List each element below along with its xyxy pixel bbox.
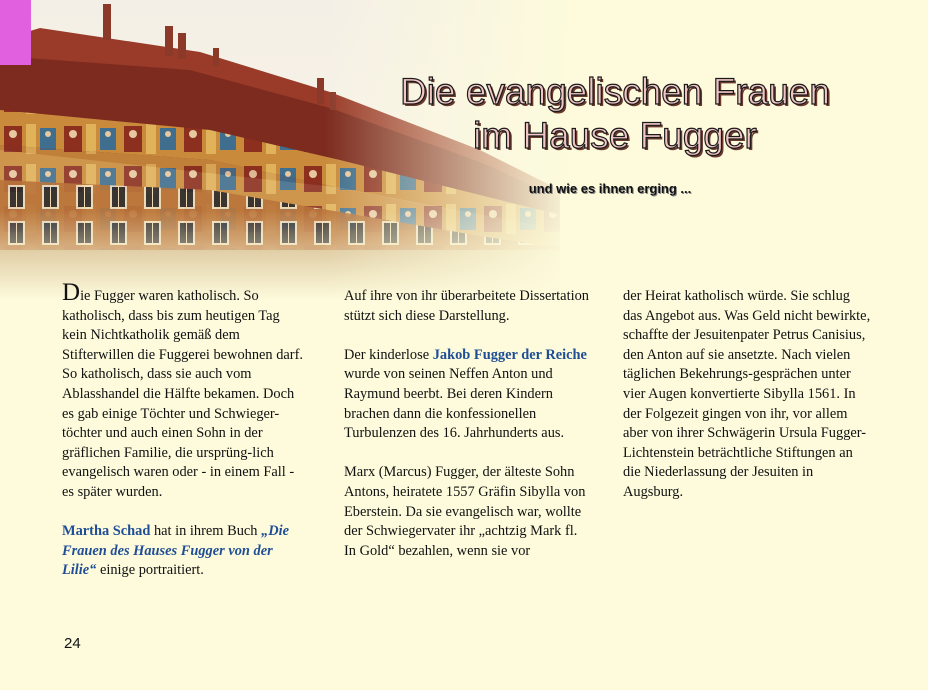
- corner-tab: [0, 0, 31, 65]
- paragraph: [344, 346, 590, 444]
- title-line-2: im Hause Fugger: [473, 115, 757, 156]
- text-column-1: [62, 279, 306, 601]
- paragraph: [62, 279, 306, 503]
- text-column-2: [344, 287, 590, 581]
- page-subtitle: und wie es ihnen erging ...: [528, 181, 692, 196]
- paragraph: Auf ihre von ihr überarbeitete Dissertation stützt sich diese Darstellung.: [344, 288, 589, 324]
- paragraph-text: wurde von seinen Neffen Anton und Raymund beerbt. Bei deren Kindern brachen dann die konfessionellen Turbulenzen des 16. Jahrhunderts aus.: [344, 366, 565, 442]
- paragraph-text: ie Fugger waren katholisch. So katholisch, dass bis zum heutigen Tag kein Nichtkatholik gemäß dem Stifterwillen die Fuggerei bewohnen darf. So katholisch, dass sie auch vom Ablasshandel die Hälfte bekamen. Doch es gab einige Töchter und Schwieger-töchter und auch einen Sohn in der gräflichen Familie, die ursprüng-lich evangelisch waren oder - in einem Fall - es später wurden.: [62, 288, 303, 500]
- book-title: „Die Frauen des Hauses Fugger von der Lilie“: [62, 523, 290, 579]
- paragraph: Marx (Marcus) Fugger, der älteste Sohn Antons, heiratete 1557 Gräfin Sibylla von Eberstein. Da sie evangelisch war, wollte der Schwiegervater ihr „achtzig Mark fl. In Gold“ bezahlen, wenn sie vor: [344, 464, 586, 559]
- dropcap: D: [62, 279, 81, 306]
- paragraph-text: einige portraitiert.: [96, 562, 204, 579]
- page-number: 24: [64, 635, 81, 652]
- paragraph-text: hat in ihrem Buch: [150, 523, 262, 540]
- paragraph: der Heirat katholisch würde. Sie schlug das Angebot aus. Was Geld nicht bewirkte, schaffte der Jesuitenpater Petrus Canisius, den Anton auf sie ansetzte. Nach vielen täglichen Bekehrungs-gesprächen unter vier Augen konvertierte Sibylla 1561. In der Folgezeit gingen von ihr, vor allem aber von ihrer Schwägerin Ursula Fugger-Lichtenstein beträchtliche Stiftungen an die Niederlassung der Jesuiten in Augsburg.: [623, 288, 871, 500]
- text-column-3: [623, 287, 871, 522]
- author-name: Martha Schad: [62, 523, 151, 540]
- person-name: Jakob Fugger der Reiche: [432, 346, 587, 363]
- title-line-1: Die evangelischen Frauen: [400, 71, 830, 112]
- paragraph-text: Der kinderlose: [344, 346, 433, 363]
- page-title: [330, 70, 900, 158]
- paragraph: [62, 522, 306, 581]
